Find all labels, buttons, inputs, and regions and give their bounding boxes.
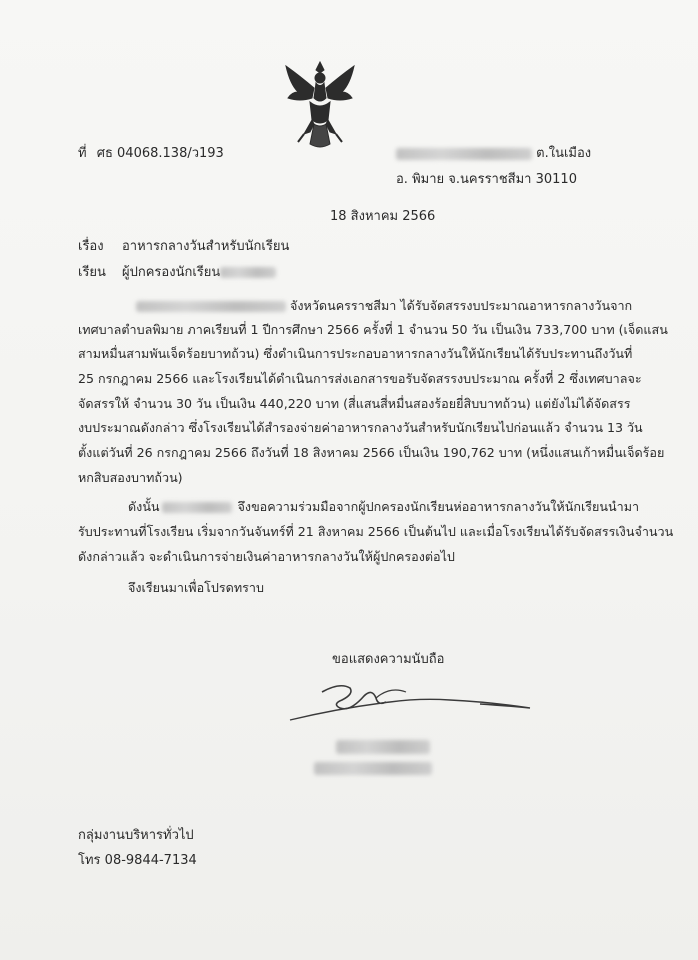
department-name: กลุ่มงานบริหารทั่วไป	[78, 828, 194, 843]
body-p1-line-3: สามหมื่นสามพันเจ็ดร้อยบาทถ้วน) ซึ่งดำเนินการประกอบอาหารกลางวันให้นักเรียนได้รับประทานถึงวันที่	[78, 346, 633, 361]
recipient-name: ผู้ปกครองนักเรียน	[122, 265, 221, 280]
redacted-school-name	[220, 267, 276, 278]
school-address-line1	[396, 146, 591, 162]
body-p1-line-1: จังหวัดนครราชสีมา ได้รับจัดสรรงบประมาณอาหารกลางวันจาก	[136, 298, 632, 314]
body-p1-line-8: หกสิบสองบาทถ้วน)	[78, 470, 183, 485]
recipient-text	[122, 265, 276, 281]
body-p1-line-4: 25 กรกฎาคม 2566 และโรงเรียนได้ดำเนินการส่งเอกสารขอรับจัดสรรงบประมาณ ครั้งที่ 2 ซึ่งเทศบาลจะ	[78, 371, 642, 386]
school-address-line2: อ. พิมาย จ.นครราชสีมา 30110	[396, 172, 577, 187]
signature-icon	[280, 678, 560, 728]
body-p1-line-2: เทศบาลตำบลพิมาย ภาคเรียนที่ 1 ปีการศึกษา 2566 ครั้งที่ 1 จำนวน 50 วัน เป็นเงิน 733,700 บาท (เจ็ดแสน	[78, 322, 668, 337]
redacted-signer-title	[314, 758, 432, 777]
recipient-label: เรียน	[78, 265, 106, 280]
subject-label: เรื่อง	[78, 239, 104, 254]
body-p1-line-5: จัดสรรให้ จำนวน 30 วัน เป็นเงิน 440,220 บาท (สี่แสนสี่หมื่นสองร้อยยี่สิบบาทถ้วน) แต่ยังไม่ได้จัดสรร	[78, 396, 631, 411]
closing-salutation: ขอแสดงความนับถือ	[332, 652, 445, 667]
redacted-school-name	[396, 148, 532, 160]
redacted-school-name	[162, 502, 232, 513]
subject-text: อาหารกลางวันสำหรับนักเรียน	[122, 239, 290, 254]
body-p2-line-2: รับประทานที่โรงเรียน เริ่มจากวันจันทร์ที่ 21 สิงหาคม 2566 เป็นต้นไป และเมื่อโรงเรียนได้รับจัดสรรเงินจำนวน	[78, 524, 674, 539]
subdistrict: ต.ในเมือง	[536, 146, 592, 161]
letter-date: 18 สิงหาคม 2566	[330, 209, 436, 224]
reference-number	[78, 146, 224, 162]
closing-request: จึงเรียนมาเพื่อโปรดทราบ	[128, 580, 264, 595]
body-p1-line-7: ตั้งแต่วันที่ 26 กรกฎาคม 2566 ถึงวันที่ 18 สิงหาคม 2566 เป็นเงิน 190,762 บาท (หนึ่งแสนเก้าหมื่นเจ็ดร้อย	[78, 445, 665, 460]
body-p1-line-6: งบประมาณดังกล่าว ซึ่งโรงเรียนได้สำรองจ่ายค่าอาหารกลางวันสำหรับนักเรียนไปก่อนแล้ว จำนวน 13 วัน	[78, 420, 643, 435]
contact-phone: โทร 08-9844-7134	[78, 853, 197, 868]
body-p2-line-1: ดังนั้น จึงขอความร่วมมือจากผู้ปกครองนักเรียนห่ออาหารกลางวันให้นักเรียนนำมา	[128, 499, 640, 514]
redacted-school-name	[136, 301, 286, 312]
redacted-signer-name	[336, 736, 430, 755]
reference-prefix: ที่	[78, 146, 87, 161]
reference-code: ศธ 04068.138/ว193	[96, 146, 224, 161]
body-p2-line-3: ดังกล่าวแล้ว จะดำเนินการจ่ายเงินค่าอาหารกลางวันให้ผู้ปกครองต่อไป	[78, 549, 455, 564]
garuda-emblem-icon	[280, 58, 360, 154]
